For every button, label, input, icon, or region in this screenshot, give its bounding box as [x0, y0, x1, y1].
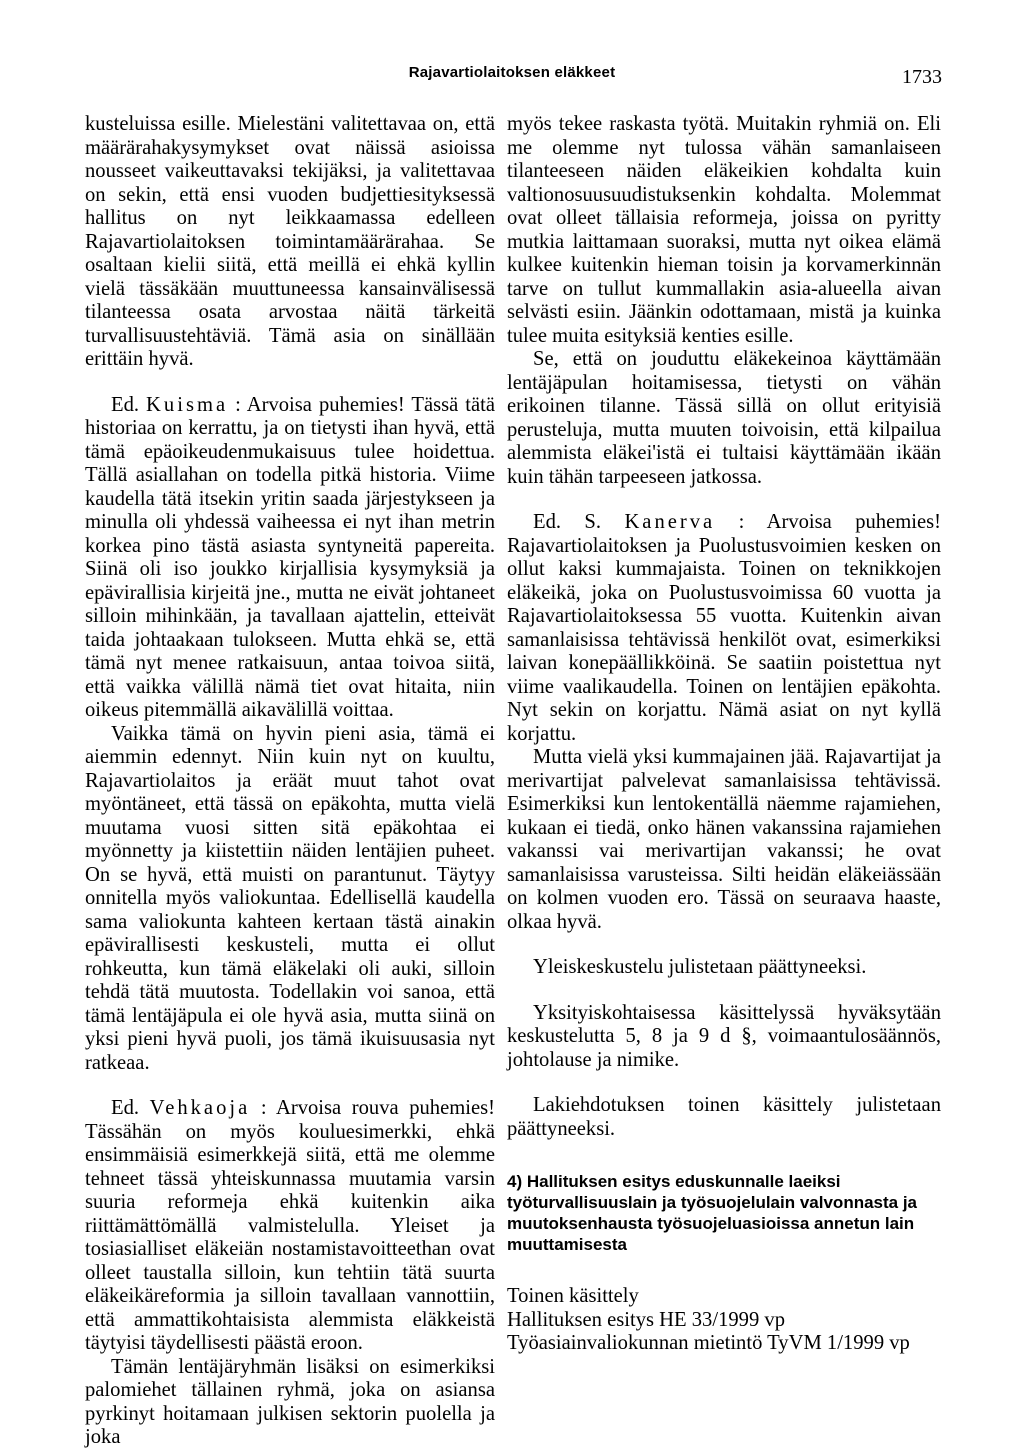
speaker-prefix: Ed.: [111, 393, 147, 416]
running-title: Rajavartiolaitoksen eläkkeet: [408, 64, 616, 81]
speaker-name: Kuisma: [146, 393, 229, 416]
reference-line: Hallituksen esitys HE 33/1999 vp: [507, 1308, 785, 1331]
page-number: 1733: [902, 66, 942, 88]
speaker-name: Vehkaoja: [149, 1097, 251, 1119]
closing-statement: Lakiehdotuksen toinen käsittely julistetaan päättyneeksi.: [507, 1094, 941, 1140]
speech-text: : Arvoisa rouva puhemies! Tässähän on myös kouluesimerkki, ehkä ensimmäisiä esimerkkejä siitä, että me olemme tehneet tässä yhteiskunnassa muutamia varsin suuria reformeja ehkä kuitenkin aika riittämättömällä valmistelulla. Yleiset ja tosiasialliset eläkeiän nostamistavoitteethan ovat olleet taustalla silloin, kun tehtiin tätä suurta eläkeikäreformia ja silloin tavallaan vannottiin, että ammattikohtaisista alemmista eläkkeistä täytyisi täydellisesti päästä eroon.: [85, 1097, 495, 1354]
reference-line: Työasiainvaliokunnan mietintö TyVM 1/1999 vp: [507, 1332, 910, 1354]
speech-vehkaoja: [85, 1097, 495, 1356]
speech-text: : Arvoisa puhemies! Tässä tätä historiaa on kerrattu, ja on tietysti ihan hyvä, että tämä epäoikeudenmukaisuus tulee hoidettua. Tällä asiallahan on todella pitkä historia. Viime kaudella tätä itsekin yritin saada järjestykseen ja minulla oli yhdessä vaiheessa ei nyt ihan metrin korkea pino tästä asiasta syntyneitä papereita. Siinä oli iso joukko kirjallisia kysymyksiä ja epävirallisia kirjeitä jne., mutta ne eivät johtaneet silloin mihinkään, ja tavallaan ajattelin, etteivät taida johtaakaan tulokseen. Mutta ehkä se, että tämä nyt menee ratkaisuun, antaa toivoa siitä, että vaikka välillä nämä tiet ovat hitaita, niin oikeus pitemmällä aikavälillä voittaa.: [85, 393, 495, 721]
speech-kanerva: [507, 511, 941, 746]
left-column: [85, 113, 495, 1450]
speaker-prefix: Ed. S.: [533, 511, 625, 533]
speech-text: : Arvoisa puhemies! Rajavartiolaitoksen ja Puolustusvoimien kesken on ollut kaksi kummajaista. Toinen on teknikkojen eläkeikä, joka on Puolustusvoimissa 60 vuotta ja Rajavartiolaitoksessa 55 vuotta. Kuitenkin aivan samanlaisissa tehtävissä henkilöt ovat, esimerkiksi laivan konepäällikköinä. Se saatiin poistettua nyt viime vaalikaudella. Toinen on lentäjien epäkohta. Nyt sekin on korjattu. Nämä asiat on nyt kyllä korjattu.: [507, 511, 941, 745]
closing-statement: Yleiskeskustelu julistetaan päättyneeksi.: [533, 956, 867, 978]
agenda-item-heading: 4) Hallituksen esitys eduskunnalle laeiksi työturvallisuuslain ja työsuojelulain valvonnasta ja muutoksenhausta työsuojeluasioissa annetun lain muuttamisesta: [507, 1172, 918, 1254]
detail-statement: Yksityiskohtaisessa käsittelyssä hyväksytään keskustelutta 5, 8 ja 9 d §, voimaantulosäännös, johtolause ja nimike.: [507, 1001, 941, 1071]
paragraph: Tämän lentäjäryhmän lisäksi on esimerkiksi palomiehet tällainen ryhmä, joka on asiansa pyrkinyt hoitamaan julkisen sektorin puolella ja joka: [85, 1355, 495, 1448]
paragraph: myös tekee raskasta työtä. Muitakin ryhmiä on. Eli me olemme nyt tulossa vähän samanlaiseen tilanteeseen näiden eläkeikien kohdalta kuin valtionosuusuudistuksenkin kohdalta. Molemmat ovat olleet tällaisia reformeja, joissa on pyritty mutkia laittamaan suoraksi, mutta nyt oikea elämä kulkee kuitenkin hieman toisin ja korvamerkinnän tarve on tullut kummallakin asia-alueella aivan selvästi esiin. Jäänkin odottamaan, mistä ja kuinka tulee muita esityksiä kenties esille.: [507, 113, 941, 347]
speech-kuisma: [85, 394, 495, 723]
paragraph: Se, että on jouduttu eläkekeinoa käyttämään lentäjäpulan hoitamisessa, tietysti on vähän erikoinen tilanne. Tässä sillä on ollut erityisiä perusteluja, mutta muuten toivoisin, että kilpailua alemmista eläkei'istä ei tultaisi käyttämään ikään kuin tähän tarpeeseen jatkossa.: [507, 348, 941, 488]
speaker-prefix: Ed.: [111, 1097, 150, 1119]
reference-line: Toinen käsittely: [507, 1285, 639, 1307]
paragraph: Mutta vielä yksi kummajainen jää. Rajavartijat ja merivartijat palvelevat samanlaisissa tehtävissä. Esimerkiksi kun lentokentällä näemme rajamiehen, kukaan ei tiedä, onko hänen vakanssina rajamiehen vakanssi vai merivartijan vakanssi; he ovat samanlaisissa varusteissa. Silti heidän eläkeiässään on kolmen vuoden ero. Tässä on seuraava haaste, olkaa hyvä.: [507, 746, 941, 933]
document-references: [507, 1285, 941, 1356]
paragraph: Vaikka tämä on hyvin pieni asia, tämä ei aiemmin edennyt. Niin kuin nyt on kuultu, Rajavartiolaitos ja eräät muut tahot ovat myöntäneet, että tässä on epäkohta, mutta vielä muutama vuosi sitten sitä epäkohtaa ei myönnetty ja kiistettiin näiden lentäjien puheet. On se hyvä, että muisti on parantunut. Täytyy onnitella myös valiokuntaa. Edellisellä kaudella sama valiokunta kahteen kertaan tästä ainakin epävirallisesti keskusteli, mutta ei ollut rohkeutta, kun tämä eläkelaki oli auki, silloin tehdä tätä muutosta. Todellakin voi sanoa, että tämä lentäjäpula ei ole hyvä asia, mutta siinä on yksi pieni hyvä puoli, jos tämä ikuisuusasia nyt ratkeaa.: [85, 722, 495, 1074]
speaker-name: Kanerva: [624, 511, 716, 533]
paragraph: kusteluissa esille. Mielestäni valitettavaa on, että määrärahakysymykset ovat näissä asioissa nousseet vaikeuttavaksi tekijäksi, ja valitettavaa on sekin, että ensi vuoden budjettiesityksessä hallitus on nyt leikkaamassa edelleen Rajavartiolaitoksen toimintamäärärahaa. Se osaltaan kielii siitä, että meillä ei ehkä kyllin vielä tässäkään muuttuneessa kansainvälisessä tilanteessa osata arvostaa näitä tärkeitä turvallisuustehtäviä. Tämä asia on sinällään erittäin hyvä.: [85, 113, 495, 370]
right-column: [507, 113, 941, 1356]
